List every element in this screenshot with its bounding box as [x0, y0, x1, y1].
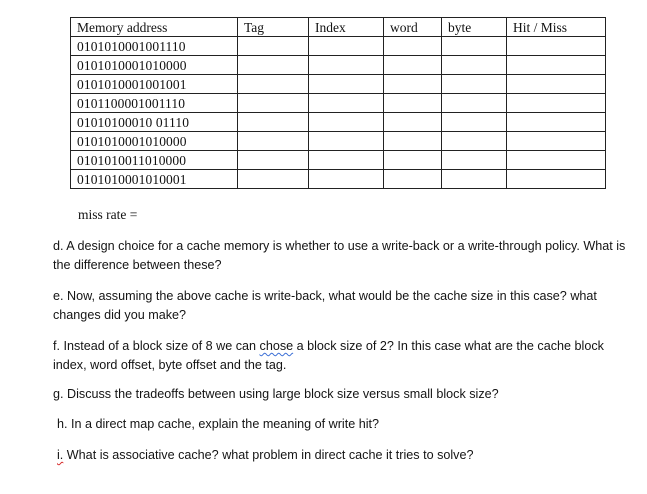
cell-word[interactable]: [384, 37, 442, 56]
header-byte: byte: [442, 18, 507, 37]
cell-index[interactable]: [309, 75, 384, 94]
grammar-flagged-word[interactable]: chose: [259, 339, 294, 353]
cell-tag[interactable]: [238, 37, 309, 56]
cell-word[interactable]: [384, 132, 442, 151]
question-f-text-end: a block size of 2? In this case what are the cache block index, word offset, byte offset and the tag.: [53, 339, 604, 372]
cell-address: 0101010011010000: [71, 151, 238, 170]
cell-word[interactable]: [384, 56, 442, 75]
table-row: [71, 94, 606, 113]
table-row: [71, 56, 606, 75]
cell-hit-miss[interactable]: [507, 113, 606, 132]
cell-address: 0101010001001001: [71, 75, 238, 94]
question-f: [53, 337, 638, 375]
cell-address: 01010100010 01110: [71, 113, 238, 132]
cell-address: 0101010001001110: [71, 37, 238, 56]
cell-hit-miss[interactable]: [507, 94, 606, 113]
cell-tag[interactable]: [238, 56, 309, 75]
cell-byte[interactable]: [442, 75, 507, 94]
cell-byte[interactable]: [442, 37, 507, 56]
cell-byte[interactable]: [442, 151, 507, 170]
question-h: h. In a direct map cache, explain the meaning of write hit?: [57, 417, 380, 431]
header-hit-miss: Hit / Miss: [507, 18, 606, 37]
table-row: [71, 75, 606, 94]
cell-tag[interactable]: [238, 113, 309, 132]
question-g: g. Discuss the tradeoffs between using large block size versus small block size?: [53, 387, 499, 401]
cell-index[interactable]: [309, 113, 384, 132]
cell-address: 0101100001001110: [71, 94, 238, 113]
table-row: [71, 170, 606, 189]
cell-address: 0101010001010000: [71, 56, 238, 75]
header-memory-address: Memory address: [71, 18, 238, 37]
cell-index[interactable]: [309, 132, 384, 151]
cell-word[interactable]: [384, 170, 442, 189]
cache-address-table: [70, 17, 606, 189]
cell-tag[interactable]: [238, 94, 309, 113]
question-f-text-start: f. Instead of a block size of 8 we can: [53, 339, 260, 353]
cell-index[interactable]: [309, 94, 384, 113]
cell-hit-miss[interactable]: [507, 170, 606, 189]
cell-index[interactable]: [309, 170, 384, 189]
header-word: word: [384, 18, 442, 37]
spelling-flagged-label[interactable]: i.: [57, 448, 64, 462]
cell-byte[interactable]: [442, 170, 507, 189]
cell-index[interactable]: [309, 56, 384, 75]
cell-address: 0101010001010001: [71, 170, 238, 189]
cell-tag[interactable]: [238, 132, 309, 151]
cell-tag[interactable]: [238, 170, 309, 189]
cell-address: 0101010001010000: [71, 132, 238, 151]
cell-hit-miss[interactable]: [507, 132, 606, 151]
table-row: [71, 113, 606, 132]
cell-word[interactable]: [384, 113, 442, 132]
table-row: [71, 151, 606, 170]
header-tag: Tag: [238, 18, 309, 37]
cell-word[interactable]: [384, 94, 442, 113]
question-e: e. Now, assuming the above cache is write-back, what would be the cache size in this case? what changes did you make?: [53, 289, 597, 322]
cell-word[interactable]: [384, 75, 442, 94]
miss-rate-label: miss rate =: [78, 207, 138, 222]
table-row: [71, 132, 606, 151]
question-i-text: What is associative cache? what problem in direct cache it tries to solve?: [63, 448, 474, 462]
cell-hit-miss[interactable]: [507, 56, 606, 75]
cell-hit-miss[interactable]: [507, 37, 606, 56]
cell-byte[interactable]: [442, 94, 507, 113]
cell-tag[interactable]: [238, 75, 309, 94]
header-index: Index: [309, 18, 384, 37]
cell-hit-miss[interactable]: [507, 75, 606, 94]
cell-index[interactable]: [309, 151, 384, 170]
cell-index[interactable]: [309, 37, 384, 56]
cell-byte[interactable]: [442, 132, 507, 151]
question-d: d. A design choice for a cache memory is whether to use a write-back or a write-through policy. What is the difference between these?: [53, 239, 626, 272]
table-row: [71, 37, 606, 56]
cell-word[interactable]: [384, 151, 442, 170]
cell-byte[interactable]: [442, 56, 507, 75]
cell-byte[interactable]: [442, 113, 507, 132]
table-header-row: [71, 18, 606, 37]
cell-tag[interactable]: [238, 151, 309, 170]
question-i: [57, 446, 642, 465]
cell-hit-miss[interactable]: [507, 151, 606, 170]
